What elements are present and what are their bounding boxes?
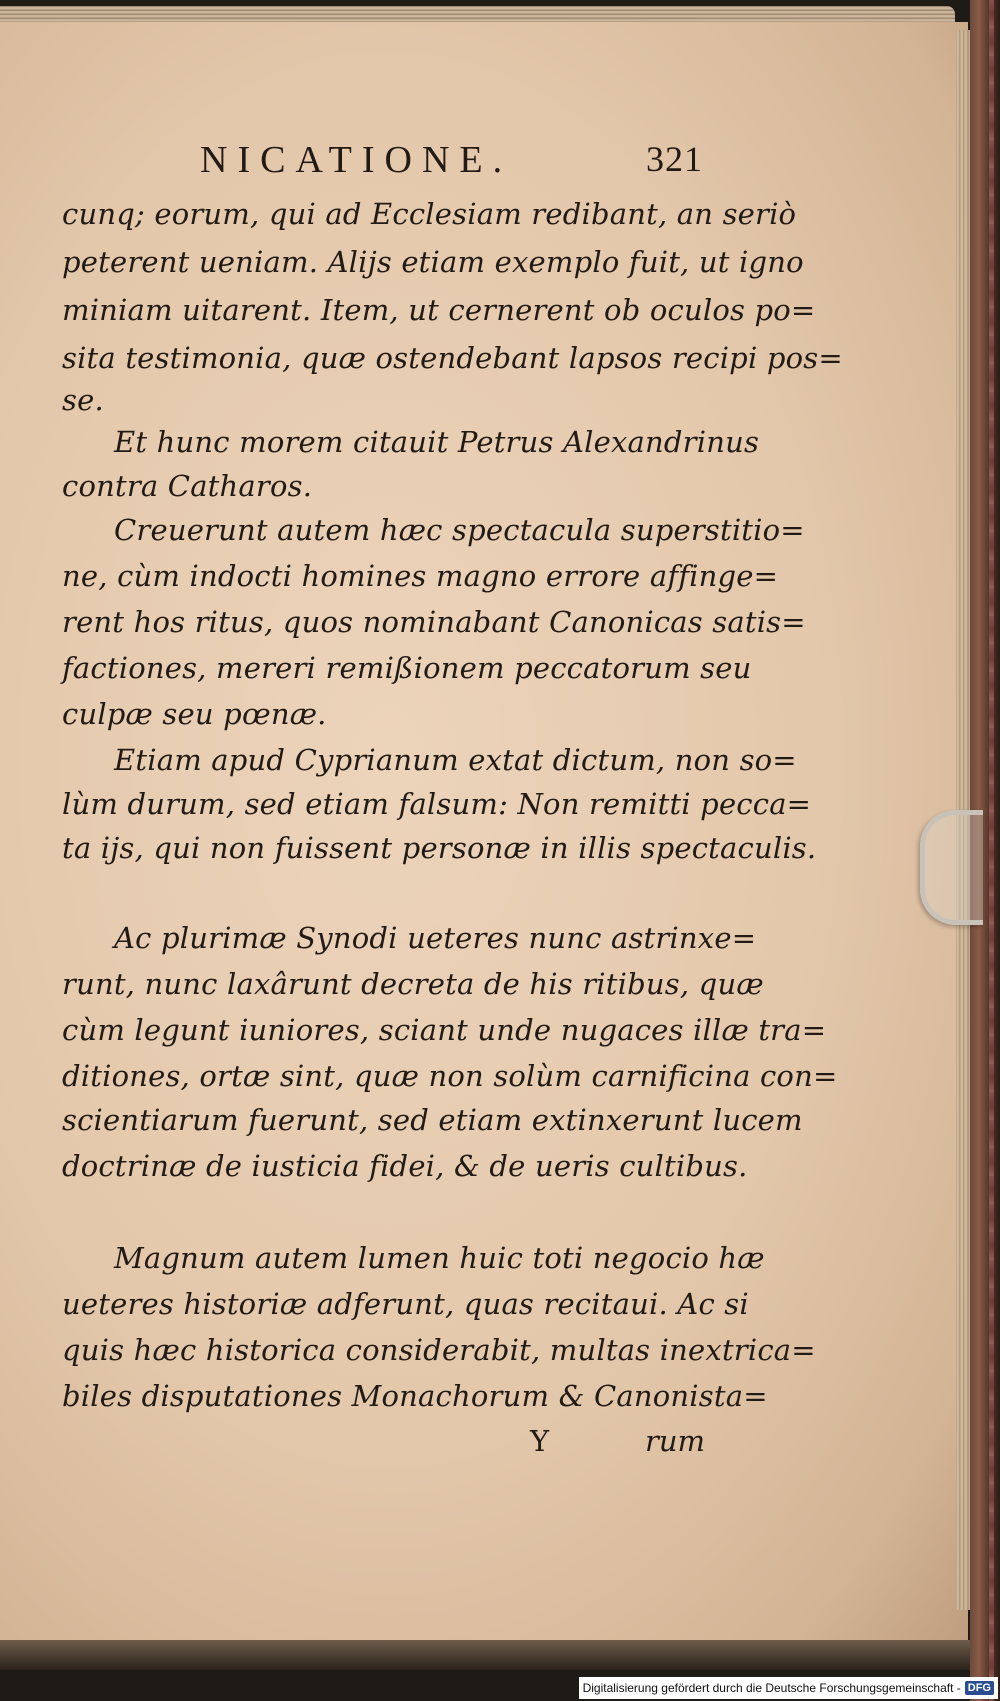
text-line: peterent ueniam. Alijs etiam exemplo fuit, ut igno	[62, 245, 804, 279]
dfg-logo: DFG	[965, 1681, 994, 1695]
page-clip	[920, 810, 983, 925]
text-line: lùm durum, sed etiam falsum: Non remitti pecca=	[62, 787, 812, 821]
page-number: 321	[646, 139, 703, 179]
text-line: runt, nunc laxârunt decreta de his ritibus, quæ	[62, 967, 764, 1001]
signature-mark: Y	[530, 1424, 550, 1458]
text-line: contra Catharos.	[62, 469, 313, 503]
text-line: cunq; eorum, qui ad Ecclesiam redibant, an seriò	[62, 197, 797, 231]
text-line: cùm legunt iuniores, sciant unde nugaces illæ tra=	[62, 1013, 827, 1047]
text-line: Magnum autem lumen huic toti negocio hæ	[114, 1241, 765, 1275]
text-line: Creuerunt autem hæc spectacula superstitio=	[114, 513, 805, 547]
text-line: factiones, mereri remißionem peccatorum seu	[62, 651, 752, 685]
text-line: rent hos ritus, quos nominabant Canonicas satis=	[62, 605, 806, 639]
text-line: Et hunc morem citauit Petrus Alexandrinus	[114, 425, 760, 459]
text-line: ditiones, ortæ sint, quæ non solùm carnificina con=	[62, 1059, 838, 1093]
page-shadow	[0, 1640, 970, 1670]
text-line: biles disputationes Monachorum & Canonista=	[62, 1379, 768, 1413]
text-line: doctrinæ de iusticia fidei, & de ueris cultibus.	[62, 1149, 748, 1183]
digitization-credit	[579, 1677, 998, 1699]
text-line: culpæ seu pœnæ.	[62, 697, 327, 731]
credit-text: Digitalisierung gefördert durch die Deutsche Forschungsgemeinschaft -	[582, 1681, 961, 1695]
text-line: miniam uitarent. Item, ut cernerent ob oculos po=	[62, 293, 816, 327]
text-line: ta ijs, qui non fuissent personæ in illis spectaculis.	[62, 831, 817, 865]
binding-edge	[989, 0, 994, 1701]
catchword: rum	[645, 1424, 706, 1458]
text-line: Etiam apud Cyprianum extat dictum, non so=	[114, 743, 797, 777]
running-title: NICATIONE.	[200, 139, 513, 181]
text-line: Ac plurimæ Synodi ueteres nunc astrinxe=	[114, 921, 757, 955]
text-line: sita testimonia, quæ ostendebant lapsos recipi pos=	[62, 341, 843, 375]
text-line: scientiarum fuerunt, sed etiam extinxerunt lucem	[62, 1103, 803, 1137]
text-line: ueteres historiæ adferunt, quas recitaui. Ac si	[62, 1287, 749, 1321]
text-line: quis hæc historica considerabit, multas inextrica=	[62, 1333, 816, 1367]
text-line: ne, cùm indocti homines magno errore affinge=	[62, 559, 779, 593]
text-line: se.	[62, 383, 104, 417]
